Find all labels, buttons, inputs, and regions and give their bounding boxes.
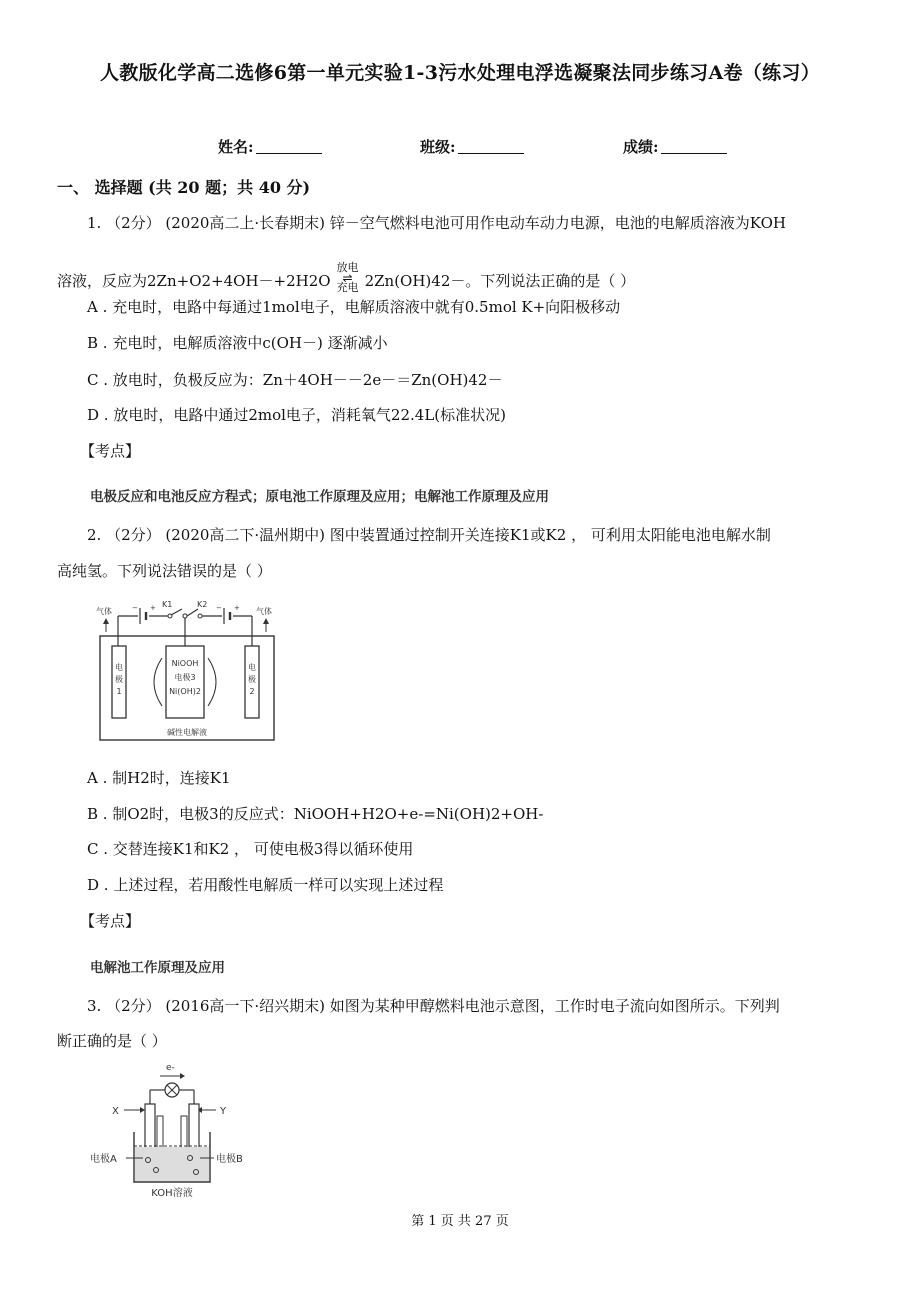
q1-reaction-left: 溶液，反应为2Zn+O2+4OH－+2H2O xyxy=(57,272,331,290)
k1-switch xyxy=(171,609,182,615)
svg-text:+: + xyxy=(234,604,240,612)
q2-electrolysis-diagram xyxy=(94,598,280,746)
q1-option-a[interactable]: A . 充电时，电路中每通过1mol电子，电解质溶液中就有0.5mol K+向阳极移动 xyxy=(87,298,621,316)
name-field xyxy=(218,136,322,157)
koh-solution-label: KOH溶液 xyxy=(151,1188,193,1199)
electrode-1-label-2: 极 xyxy=(115,675,123,684)
k2-switch xyxy=(187,609,198,616)
cycle-arrow-right-icon xyxy=(208,658,216,706)
inlet-x-arrow-icon xyxy=(140,1107,145,1113)
electrolyte-label: 碱性电解液 xyxy=(167,728,207,737)
discharge-label: 放电 xyxy=(336,261,359,274)
electron-label: e- xyxy=(166,1063,175,1073)
q2-option-d[interactable]: D . 上述过程，若用酸性电解质一样可以实现上述过程 xyxy=(87,876,444,894)
name-blank[interactable] xyxy=(256,139,322,154)
svg-text:−: − xyxy=(216,604,222,612)
electrode-3-label-3: Ni(OH)2 xyxy=(169,687,201,696)
q2-option-c[interactable]: C . 交替连接K1和K2 ， 可使电极3得以循环使用 xyxy=(87,840,414,858)
k1-label: K1 xyxy=(162,600,173,609)
class-label: 班级: xyxy=(420,138,456,156)
document-title: 人教版化学高二选修6第一单元实验1-3污水处理电浮选凝聚法同步练习A卷（练习） xyxy=(100,62,820,84)
q1-option-c[interactable]: C . 放电时，负极反应为：Zn＋4OH－－2e－＝Zn(OH)42－ xyxy=(87,371,503,389)
reversible-arrow-icon: ⇌ xyxy=(342,271,353,285)
reversible-arrow xyxy=(337,262,359,294)
koh-solution xyxy=(135,1147,209,1181)
electrode-1-label-1: 电 xyxy=(115,663,123,672)
q2-stem-line1: 2. （2分） (2020高二下·温州期中) 图中装置通过控制开关连接K1或K2 ， 可利用太阳能电池电解水制 xyxy=(87,526,771,544)
score-field xyxy=(623,136,727,157)
gas-right-label: 气体 xyxy=(256,607,272,616)
score-blank[interactable] xyxy=(661,139,727,154)
section-heading: 一、 选择题 (共 20 题；共 40 分) xyxy=(57,178,311,197)
inlet-y-label: Y xyxy=(220,1106,227,1117)
electrode-2-label-3: 2 xyxy=(249,687,255,696)
svg-text:−: − xyxy=(132,604,138,612)
cycle-arrow-left-icon xyxy=(154,658,162,706)
q2-option-b[interactable]: B . 制O2时，电极3的反应式：NiOOH+H2O+e-=Ni(OH)2+OH- xyxy=(87,805,544,823)
electrode-3-label-1: NiOOH xyxy=(171,659,199,668)
q2-stem-line2: 高纯氢。下列说法错误的是（ ） xyxy=(57,562,272,580)
q1-topic-tags: 电极反应和电池反应方程式；原电池工作原理及应用；电解池工作原理及应用 xyxy=(90,489,549,505)
electron-flow-arrow-icon xyxy=(180,1073,185,1079)
k2-contact xyxy=(198,614,202,618)
gas-right-arrow-icon xyxy=(263,618,269,624)
q3-stem-line2: 断正确的是（ ） xyxy=(57,1032,167,1050)
score-label: 成绩: xyxy=(623,138,659,156)
electrode-b-label: 电极B xyxy=(216,1154,243,1165)
k2-label: K2 xyxy=(197,600,208,609)
electrode-3-label-2: 电极3 xyxy=(174,673,196,682)
svg-text:+: + xyxy=(150,604,156,612)
q1-stem-line1: 1. （2分） (2020高二上·长春期末) 锌－空气燃料电池可用作电动车动力电源，电池的电解质溶液为KOH xyxy=(87,214,786,232)
charge-label: 充电 xyxy=(336,281,359,294)
q3-stem-line1: 3. （2分） (2016高一下·绍兴期末) 如图为某种甲醇燃料电池示意图，工作时电子流向如图所示。下列判 xyxy=(87,997,780,1015)
electrode-2-label-1: 电 xyxy=(248,663,256,672)
electrode-1-label-3: 1 xyxy=(116,687,122,696)
q1-option-b[interactable]: B . 充电时，电解质溶液中c(OH－) 逐渐减小 xyxy=(87,334,388,352)
electrode-a-label: 电极A xyxy=(90,1154,117,1165)
name-label: 姓名: xyxy=(218,138,254,156)
electrode-2-label-2: 极 xyxy=(248,675,256,684)
q2-topic-tags: 电解池工作原理及应用 xyxy=(90,960,225,976)
q1-reaction-right: 2Zn(OH)42－。下列说法正确的是（ ） xyxy=(364,272,636,290)
class-blank[interactable] xyxy=(458,139,524,154)
q3-fuel-cell-diagram xyxy=(86,1060,258,1200)
gas-left-arrow-icon xyxy=(103,618,109,624)
q1-stem-line2 xyxy=(57,261,636,298)
page-footer: 第 1 页 共 27 页 xyxy=(411,1214,509,1229)
gas-left-label: 气体 xyxy=(96,607,112,616)
q1-option-d[interactable]: D . 放电时，电路中通过2mol电子，消耗氧气22.4L(标准状况) xyxy=(87,406,506,424)
electrode-3 xyxy=(166,646,204,718)
q2-kaodian-label: 【考点】 xyxy=(80,912,141,930)
q2-option-a[interactable]: A . 制H2时，连接K1 xyxy=(87,769,231,787)
inlet-x-label: X xyxy=(112,1106,119,1117)
q1-kaodian-label: 【考点】 xyxy=(80,442,141,460)
class-field xyxy=(420,136,524,157)
